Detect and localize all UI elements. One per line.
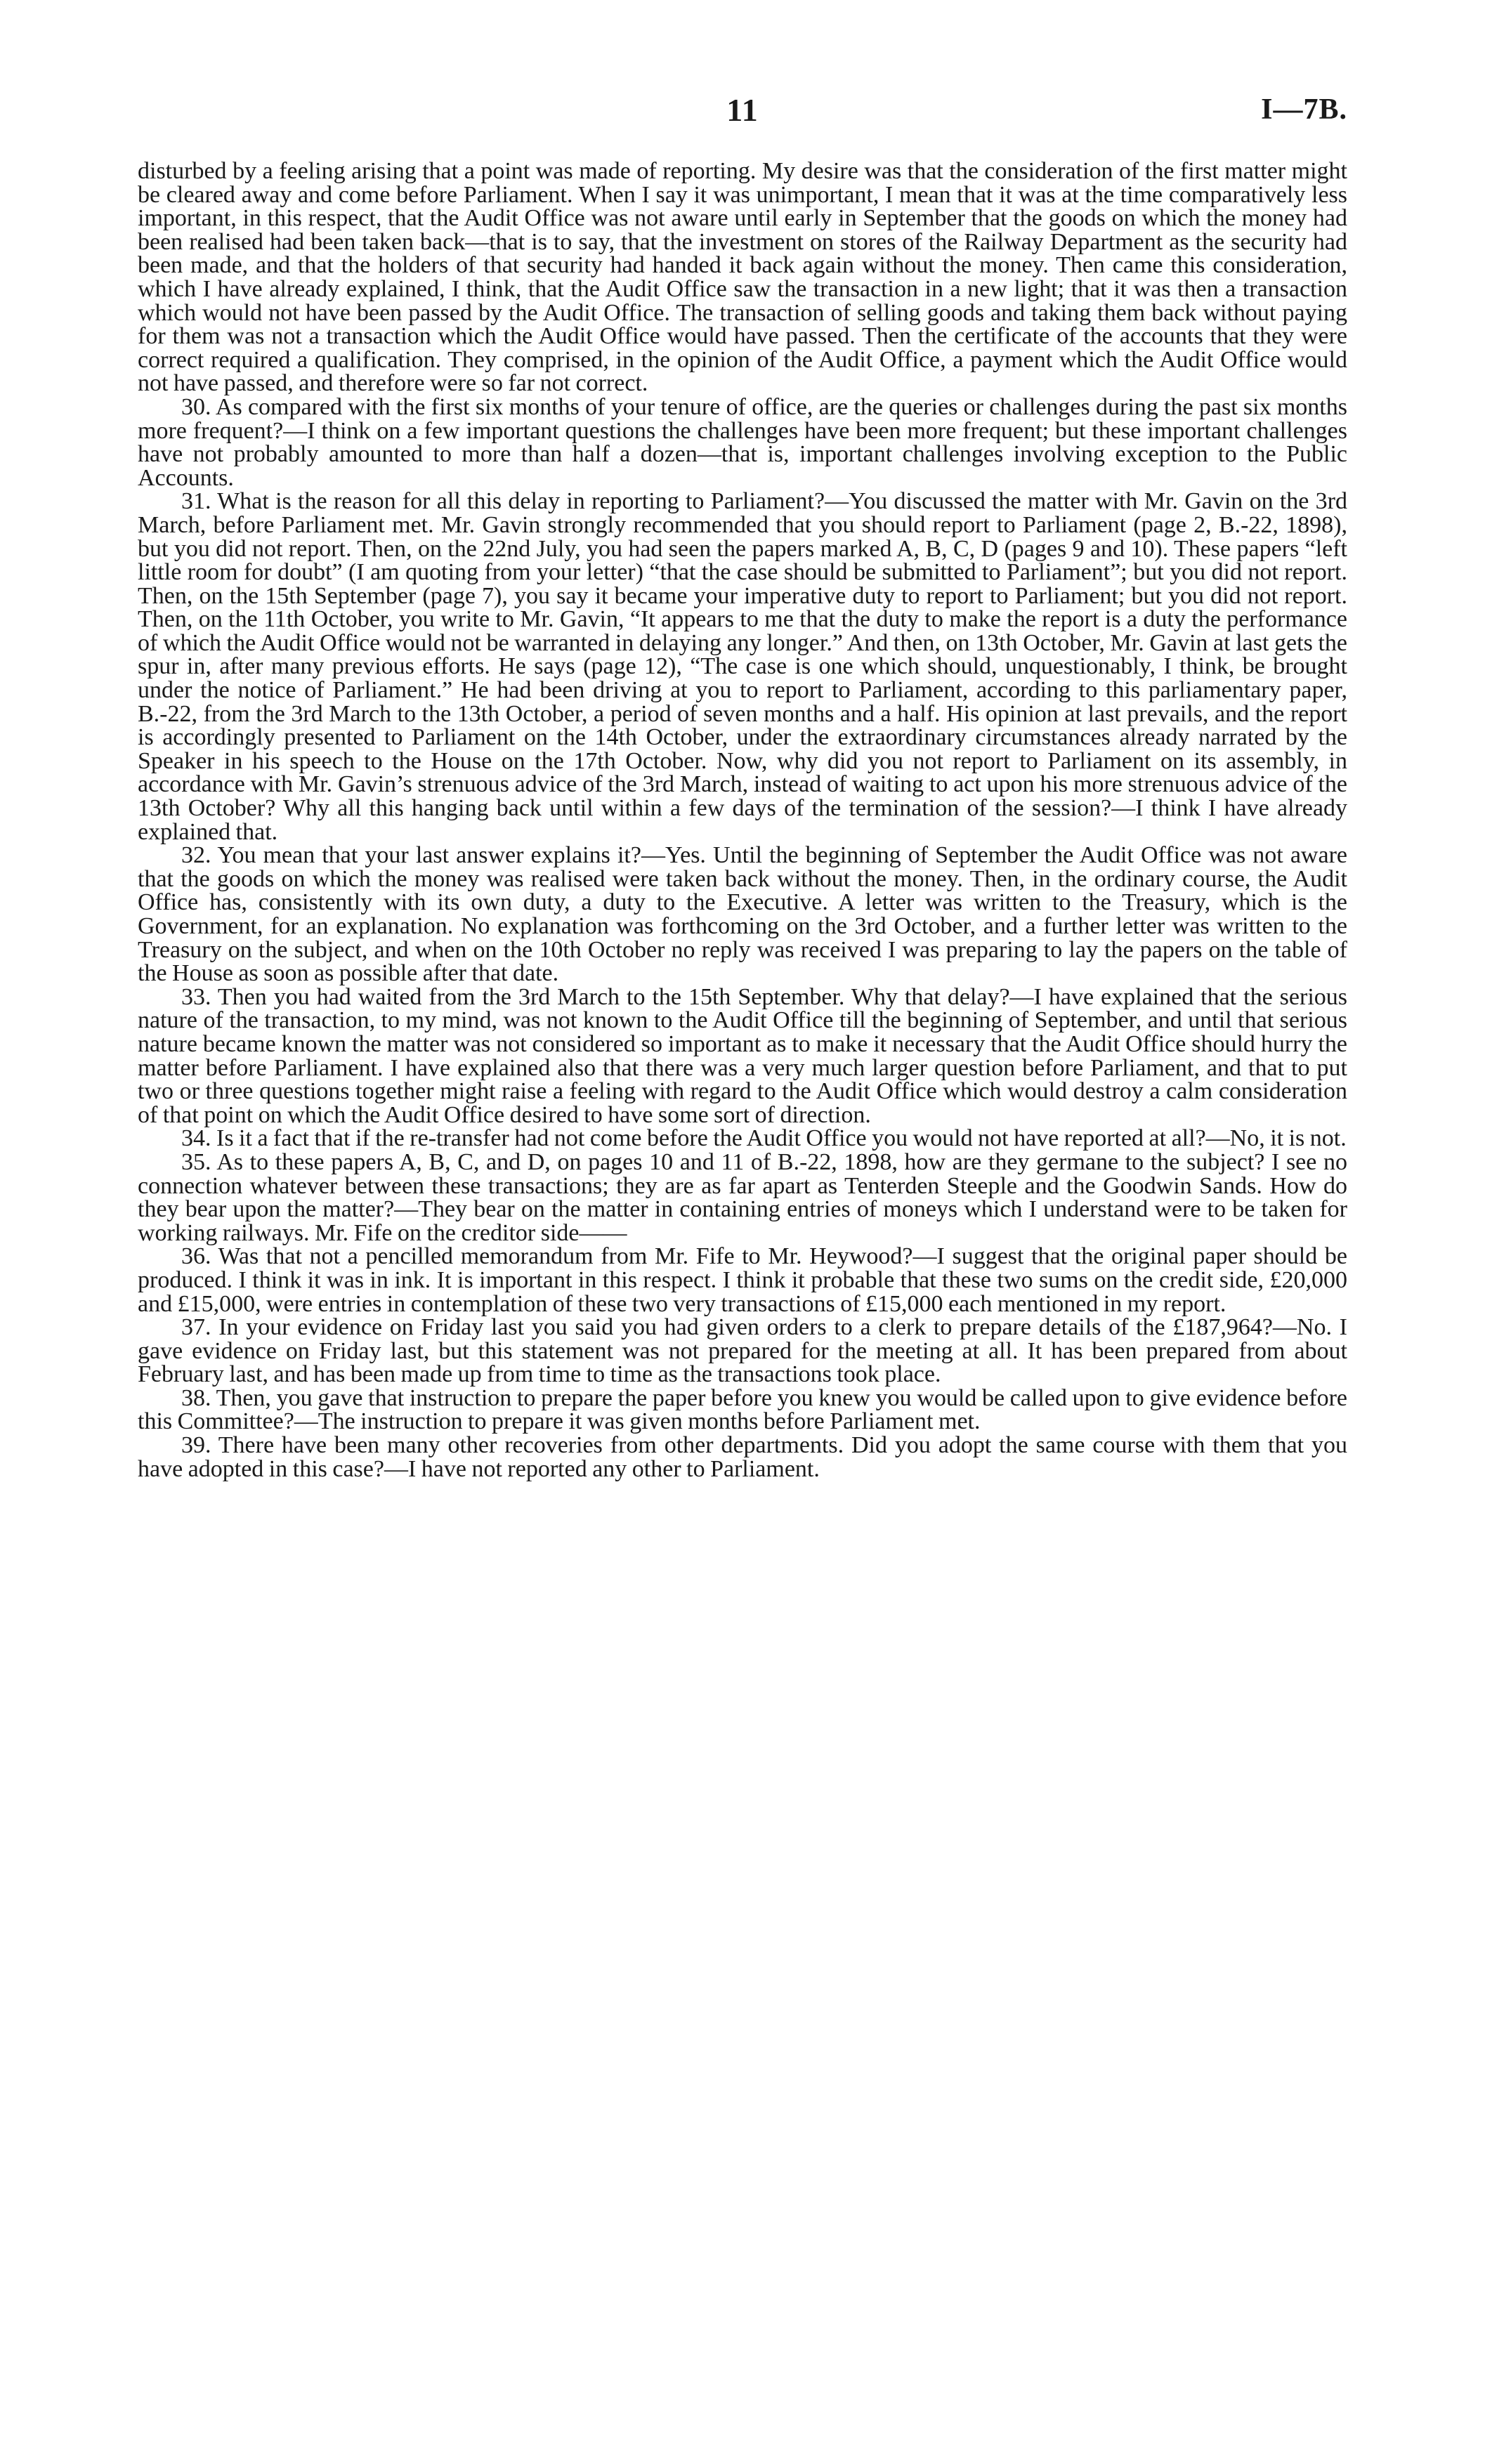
paragraph-q39: 39. There have been many other recoveries from other departments. Did you adopt the same course with them that you have adopted in this case?—I have not reported any other to Parliament. [138,1432,1347,1482]
paragraph-q33: 33. Then you had waited from the 3rd March to the 15th September. Why that delay?—I have explained that the serious nature of the transaction, to my mind, was not known to the Audit Office till the beginning of September, and until that serious nature became known the matter was not considered so important as to make it necessary that the Audit Office should hurry the matter before Parliament. I have explained also that there was a very much larger question before Parliament, and that to put two or three questions together might raise a feeling with regard to the Audit Office which would destroy a calm consideration of that point on which the Audit Office desired to have some sort of direction. [138,983,1347,1128]
paragraph-continuation: disturbed by a feeling arising that a point was made of reporting. My desire was that the consideration of the first matter might be cleared away and come before Parliament. When I say it was unimportant, I mean that it was at the time comparatively less important, in this respect, that the Audit Office was not aware until early in September that the goods on which the money had been realised had been taken back—that is to say, that the investment on stores of the Railway Department as the security had been made, and that the holders of that security had handed it back again without the money. Then came this consideration, which I have already explained, I think, that the Audit Office saw the transaction in a new light; that it was then a transaction which would not have been passed by the Audit Office. The transaction of selling goods and taking them back without paying for them was not a transaction which the Audit Office would have passed. Then the certificate of the accounts that they were correct required a qualification. They comprised, in the opinion of the Audit Office, a payment which the Audit Office would not have passed, and therefore were so far not correct. [138,158,1347,397]
paragraph-q35: 35. As to these papers A, B, C, and D, on pages 10 and 11 of B.-22, 1898, how are they germane to the subject? I see no connection whatever between these transactions; they are as far apart as Tenterden Steeple and the Goodwin Sands. How do they bear upon the matter?—They bear on the matter in containing entries of moneys which I understand were to be taken for working railways. Mr. Fife on the creditor side—— [138,1148,1347,1246]
paragraph-q30: 30. As compared with the first six months of your tenure of office, are the queries or challenges during the past six months more frequent?—I think on a few important questions the challenges have been more frequent; but these important challenges have not probably amounted to more than half a dozen—that is, important challenges involving exception to the Public Accounts. [138,393,1347,491]
paragraph-q32: 32. You mean that your last answer explains it?—Yes. Until the beginning of September the Audit Office was not aware that the goods on which the money was realised were taken back without the money. Then, in the ordinary course, the Audit Office has, consistently with its own duty, a duty to the Executive. A letter was written to the Treasury, which is the Government, for an explanation. No explanation was forthcoming on the 3rd October, and a further letter was written to the Treasury on the subject, and when on the 10th October no reply was received I was preparing to lay the papers on the table of the House as soon as possible after that date. [138,842,1347,987]
paragraph-q34: 34. Is it a fact that if the re-transfer had not come before the Audit Office you would not have reported at all?—No, it is not. [181,1125,1347,1152]
page-number: 11 [726,92,759,128]
paragraph-q36: 36. Was that not a pencilled memorandum from Mr. Fife to Mr. Heywood?—I suggest that the original paper should be produced. I think it was in ink. It is important in this respect. I think it probable that these two sums on the credit side, £20,000 and £15,000, were entries in contemplation of these two very transactions of £15,000 each mentioned in my report. [138,1243,1347,1317]
paper-reference: I—7B. [1261,93,1347,126]
paragraph-q37: 37. In your evidence on Friday last you said you had given orders to a clerk to prepare details of the £187,964?—No. I gave evidence on Friday last, but this statement was not prepared for the meeting at all. It has been prepared from about February last, and has been made up from time to time as the transactions took place. [138,1314,1347,1388]
paragraph-q38: 38. Then, you gave that instruction to prepare the paper before you knew you would be called upon to give evidence before this Committee?—The instruction to prepare it was given months before Parliament met. [138,1384,1347,1435]
page-header [138,91,1347,140]
paragraph-q31: 31. What is the reason for all this delay in reporting to Parliament?—You discussed the matter with Mr. Gavin on the 3rd March, before Parliament met. Mr. Gavin strongly recommended that you should report to Parliament (page 2, B.-22, 1898), but you did not report. Then, on the 22nd July, you had seen the papers marked A, B, C, D (pages 9 and 10). These papers “left little room for doubt” (I am quoting from your letter) “that the case should be submitted to Parliament”; but you did not report. Then, on the 15th September (page 7), you say it became your imperative duty to report to Parliament; but you did not report. Then, on the 11th October, you write to Mr. Gavin, “It appears to me that the duty to make the report is a duty the performance of which the Audit Office would not be warranted in delaying any longer.” And then, on 13th October, Mr. Gavin at last gets the spur in, after many previous efforts. He says (page 12), “The case is one which should, unquestionably, I think, be brought under the notice of Parliament.” He had been driving at you to report to Parliament, according to this parliamentary paper, B.-22, from the 3rd March to the 13th October, a period of seven months and a half. His opinion at last prevails, and the report is accordingly presented to Parliament on the 14th October, under the extraordinary circumstances already narrated by the Speaker in his speech to the House on the 17th October. Now, why did you not report to Parliament on its assembly, in accordance with Mr. Gavin’s strenuous advice of the 3rd March, instead of waiting to act upon his more strenuous advice of the 13th October? Why all this hanging back until within a few days of the termination of the session?—I think I have already explained that. [138,488,1347,845]
document-body [138,159,1347,1481]
